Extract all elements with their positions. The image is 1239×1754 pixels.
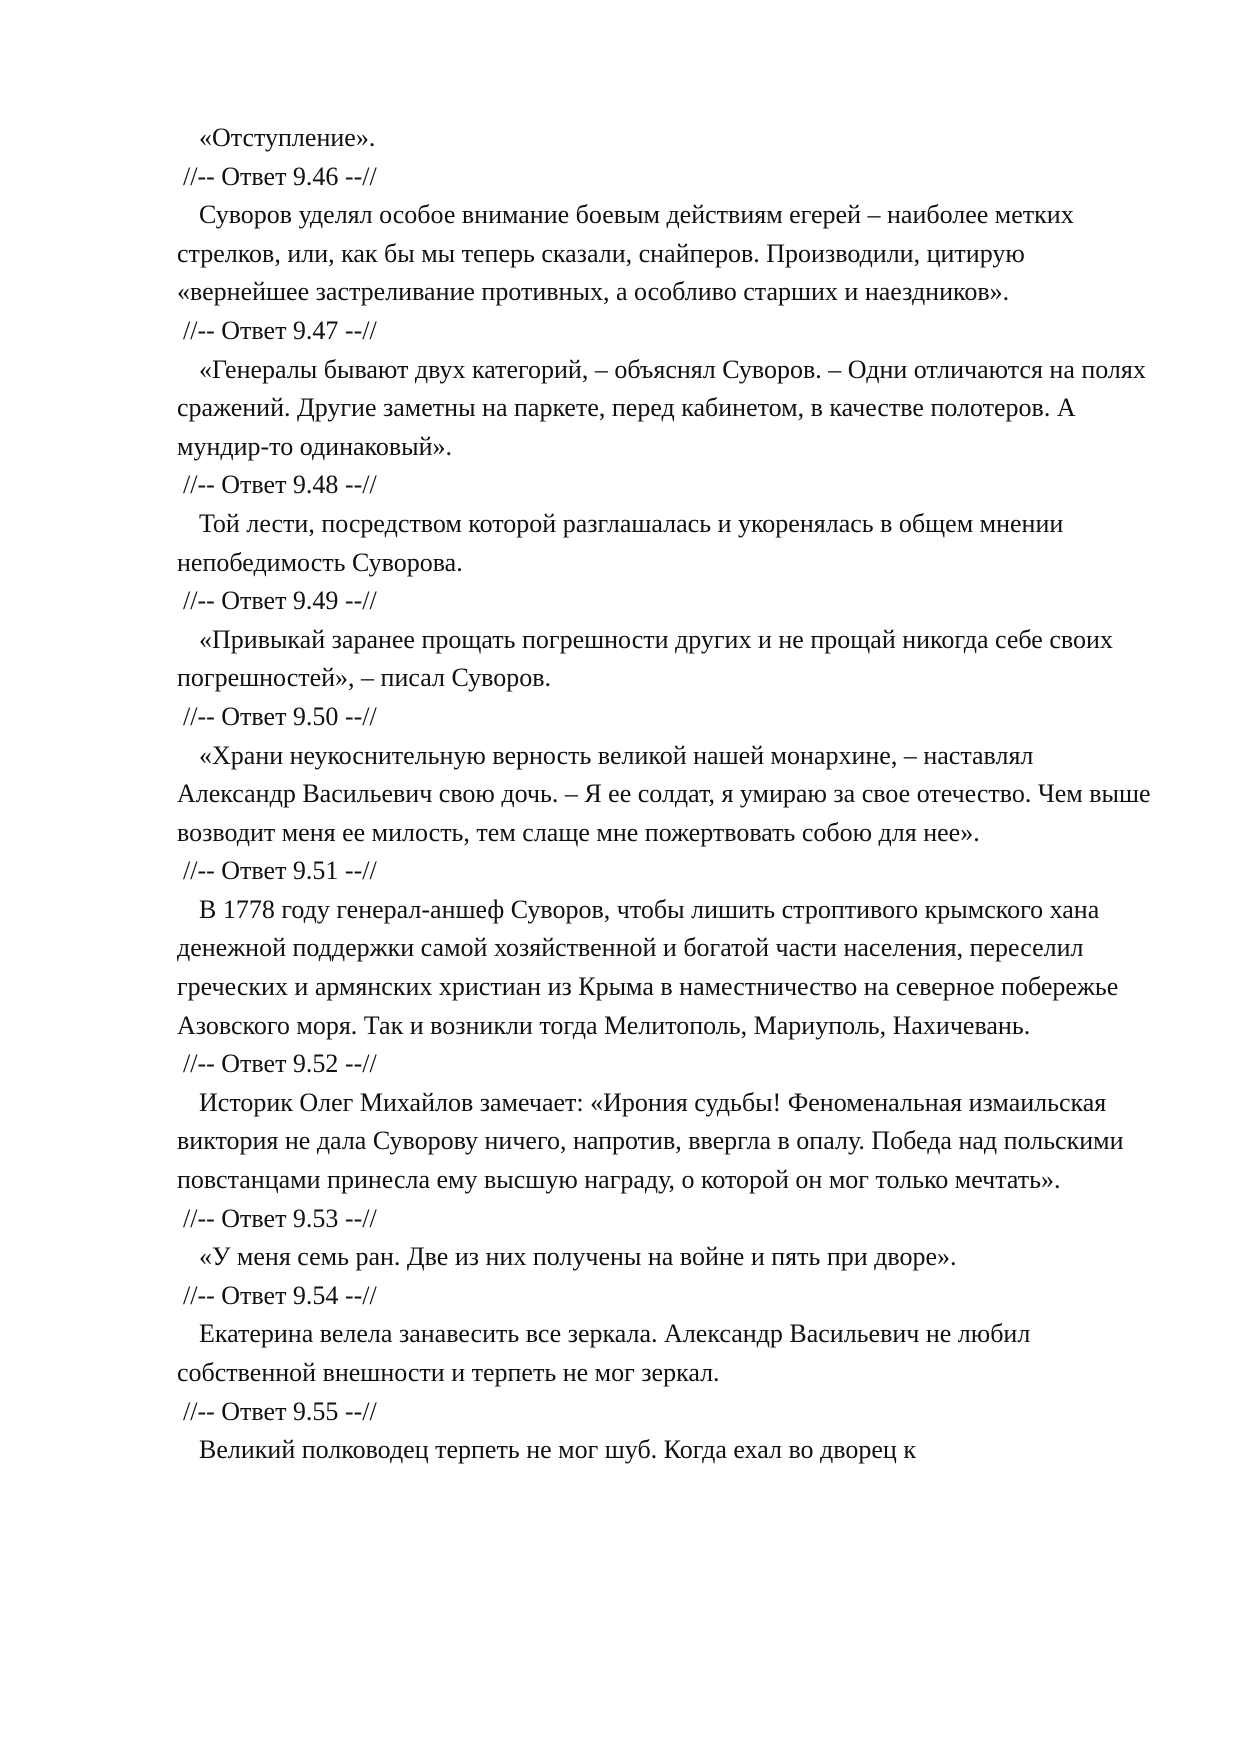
- answer-marker: //-- Ответ 9.46 --//: [183, 161, 377, 191]
- paragraph: Историк Олег Михайлов замечает: «Ирония судьбы! Феноменальная измаильская виктория не дала Суворову ничего, напротив, ввергла в опалу. Победа над польскими повстанцами принесла ему высшую награду, о которой он мог только мечтать».: [177, 1087, 1124, 1195]
- paragraph: «У меня семь ран. Две из них получены на войне и пять при дворе».: [199, 1242, 957, 1272]
- answer-marker: //-- Ответ 9.49 --//: [183, 586, 377, 616]
- answer-marker: //-- Ответ 9.48 --//: [183, 470, 377, 500]
- paragraph: Екатерина велела занавесить все зеркала. Александр Васильевич не любил собственной внешности и терпеть не мог зеркал.: [177, 1319, 1031, 1387]
- answer-marker: //-- Ответ 9.54 --//: [183, 1280, 377, 1310]
- paragraph: Той лести, посредством которой разглашалась и укоренялась в общем мнении непобедимость Суворова.: [177, 508, 1064, 577]
- answer-marker: //-- Ответ 9.55 --//: [183, 1396, 377, 1426]
- answer-marker: //-- Ответ 9.53 --//: [183, 1203, 377, 1233]
- document-body: [177, 119, 1157, 1470]
- paragraph: «Генералы бывают двух категорий, – объяснял Суворов. – Одни отличаются на полях сражений. Другие заметны на паркете, перед кабинетом, в качестве полотеров. А мундир-то одинаковый».: [177, 354, 1146, 461]
- paragraph: «Храни неукоснительную верность великой нашей монархине, – наставлял Александр Васильевич свою дочь. – Я ее солдат, я умираю за свое отечество. Чем выше возводит меня ее милость, тем слаще мне пожертвовать собою для нее».: [177, 740, 1151, 847]
- paragraph: «Привыкай заранее прощать погрешности других и не прощай никогда себе своих погрешностей», – писал Суворов.: [177, 624, 1113, 693]
- paragraph: В 1778 году генерал-аншеф Суворов, чтобы лишить строптивого крымского хана денежной поддержки самой хозяйственной и богатой части населения, переселил греческих и армянских христиан из Крыма в наместничество на северное побережье Азовского моря. Так и возникли тогда Мелитополь, Мариуполь, Нахичевань.: [177, 894, 1119, 1040]
- answer-marker: //-- Ответ 9.47 --//: [183, 315, 377, 345]
- answer-marker: //-- Ответ 9.51 --//: [183, 856, 377, 886]
- answer-marker: //-- Ответ 9.50 --//: [183, 701, 377, 731]
- paragraph: «Отступление».: [199, 123, 376, 152]
- paragraph: Суворов уделял особое внимание боевым действиям егерей – наиболее метких стрелков, или, как бы мы теперь сказали, снайперов. Производили, цитирую «вернейшее застреливание противных, а особливо старших и наездников».: [177, 200, 1074, 307]
- answer-marker: //-- Ответ 9.52 --//: [183, 1049, 377, 1079]
- paragraph: Великий полководец терпеть не мог шуб. Когда ехал во дворец к: [199, 1435, 916, 1465]
